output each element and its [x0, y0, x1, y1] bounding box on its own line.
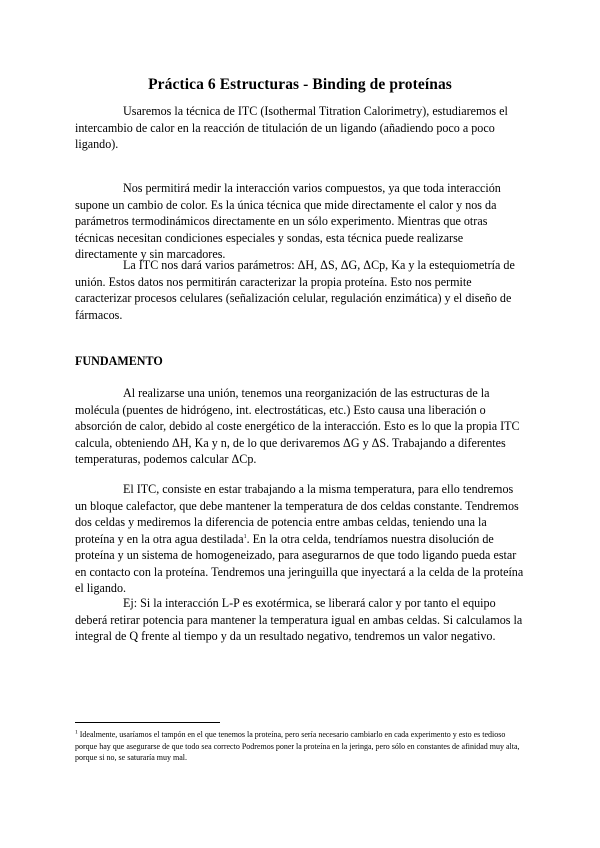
footnote-mark: 1	[75, 729, 78, 736]
fundamento-paragraph-1: Al realizarse una unión, tenemos una reorganización de las estructuras de la molécula (puentes de hidrógeno, int. electrostáticas, etc.) Esto causa una liberación o absorción de calor, debido al coste energético de la interacción. Esto es lo que la propia ITC calcula, obteniendo ΔH, Ka y n, de lo que derivaremos ΔG y ΔS. Trabajando a diferentes temperaturas, podemos calcular ΔCp.	[75, 386, 520, 466]
intro-paragraph-3: La ITC nos dará varios parámetros: ΔH, ΔS, ΔG, ΔCp, Ka y la estequiometría de unión. Estos datos nos permitirán caracterizar la propia proteína. Esto nos permite caracterizar procesos celulares (señalización celular, regulación enzimática) y el diseño de fármacos.	[75, 258, 515, 322]
intro-paragraph-2: Nos permitirá medir la interacción varios compuestos, ya que toda interacción supone un cambio de color. Es la única técnica que mide directamente el calor y nos da parámetros termodinámicos directamente en un sólo experimento. Mientras que otras técnicas necesitan condiciones especiales y sondas, esta técnica puede realizarse directamente y sin marcadores.	[75, 181, 501, 261]
fundamento-paragraph-2-end: . En la otra celda, tendríamos nuestra disolución de proteína y un sistema de homogeneizado, para asegurarnos de que todo ligando pueda estar en contacto con la proteína. Tendremos una jeringuilla que inyectará a la celda de la proteína el ligando.	[75, 531, 524, 595]
fundamento-paragraph-2-start: El ITC, consiste en estar trabajando a la misma temperatura, para ello tendremos un bloque calefactor, que debe mantener la temperatura de dos celdas constante. Tendremos dos celdas y mediremos la diferencia de potencia entre ambas celdas, teniendo una la proteína y en la otra agua destilada	[75, 482, 519, 546]
footnote	[75, 729, 525, 764]
intro-paragraph-1: Usaremos la técnica de ITC (Isothermal Titration Calorimetry), estudiaremos el intercambio de calor en la reacción de titulación de un ligando (añadiendo poco a poco ligando).	[75, 104, 508, 151]
fundamento-paragraph-3: Ej: Si la interacción L-P es exotérmica, se liberará calor y por tanto el equipo deberá retirar potencia para mantener la temperatura igual en ambas celdas. Si calculamos la integral de Q frente al tiempo y da un resultado negativo, tendremos un valor negativo.	[75, 596, 523, 643]
footnote-text: Idealmente, usaríamos el tampón en el que tenemos la proteína, pero sería necesario cambiarlo en cada experimento y esto es tedioso porque hay que asegurarse de que todo sea correcto Podremos poner la proteína en la jeringa, pero sólo en constantes de afinidad muy alta, porque si no, se saturaría muy mal.	[75, 730, 520, 762]
footnote-reference[interactable]: 1	[243, 533, 247, 540]
section-heading-fundamento: FUNDAMENTO	[75, 354, 163, 368]
fundamento-paragraph-2	[75, 481, 525, 597]
footnote-separator	[75, 722, 220, 723]
document-title: Práctica 6 Estructuras - Binding de proteínas	[148, 76, 452, 93]
